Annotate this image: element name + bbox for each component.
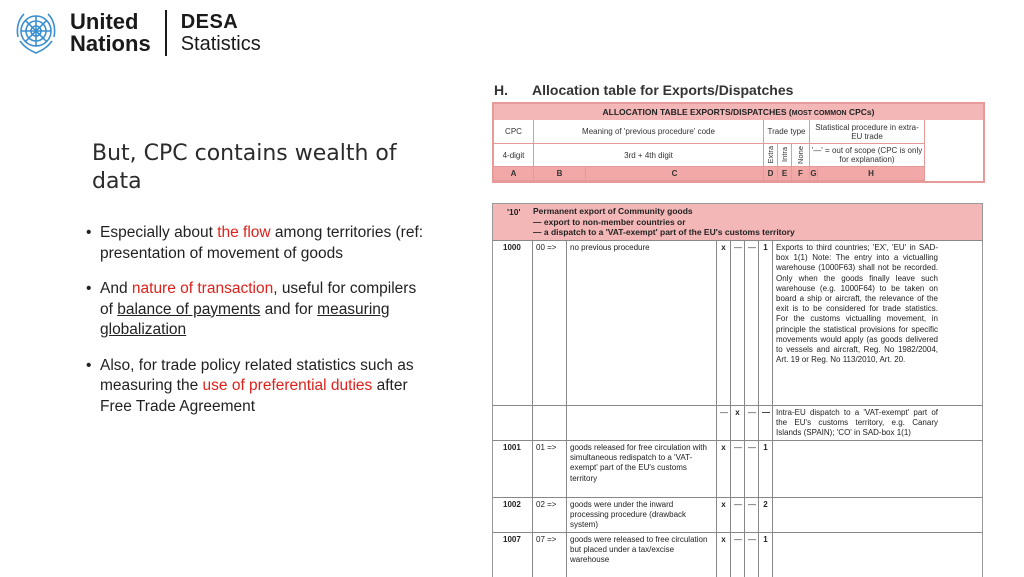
table-row: 1000 00 => no previous procedure x — — 1 Exports to third countries; 'EX', 'EU' in SAD-box 1(1) Note: The entry into a victualling warehouse (1000F63) shall not be recorded. Only when the goods finally leave such warehouse (e.g. 1000F64) to be taken on board a ship or aircraft, the relevance of the exit is to be considered for trade statistics. For the customs victualling movement, in principle the statistical provisions for specific movements would apply (as goods delivered to vessels and aircraft, Reg. No 1982/2004, Art. 19 or Reg. No 113/2010, Art. 20. [493,241,982,406]
column-letter: F [792,167,810,181]
section-desc-line: — a dispatch to a 'VAT-exempt' part of the EU's customs territory [533,227,795,237]
trade-type-header: Trade type [764,120,810,144]
scope-note: '—' = out of scope (CPC is only for explanation) [810,144,925,167]
bullet-item: • And nature of transaction, useful for compilers of balance of payments and for measuring globalization [86,280,417,338]
dept-name-line2: Statistics [180,33,261,55]
org-name-line1: United [70,9,139,34]
column-letter: A [494,167,534,181]
bullet-item: • Especially about the flow among territories (ref: presentation of movement of goods [86,224,424,262]
bullet-item: • Also, for trade policy related statistics such as measuring the use of preferential duties after Free Trade Agreement [86,356,414,415]
allocation-table-title: ALLOCATION TABLE EXPORTS/DISPATCHES (MOST COMMON CPCs) [494,104,983,120]
slide-title: But, CPC contains wealth of data [92,141,397,194]
highlight-text: the flow [217,224,271,241]
column-letter: E [778,167,792,181]
digits-label: 3rd + 4th digit [534,144,764,167]
org-name-line2: Nations [70,31,151,56]
table-row: 1007 07 => goods were released to free circulation but placed under a tax/excise warehouse x — — 1 [493,533,982,577]
column-letter: D [764,167,778,181]
allocation-table-document [490,78,982,576]
highlight-text: use of preferential duties [202,377,373,394]
table-row: 1001 01 => goods released for free circulation with simultaneous redispatch to a 'VAT-exempt' part of the EU's customs territory x — — 1 [493,441,982,498]
section-desc-line: Permanent export of Community goods [533,206,693,216]
un-desa-logo [10,6,261,60]
bullet-list [86,223,431,432]
highlight-text: nature of transaction [131,280,274,297]
table-row: 1002 02 => goods were under the inward processing procedure (drawback system) x — — 2 [493,498,982,533]
underlined-text: measuring globalization [100,300,390,338]
extra-label: Extra [766,146,775,164]
column-letter: G [810,167,818,181]
section-code: '10' [507,207,521,217]
cpc-header: CPC [494,120,534,144]
column-letter: C [586,167,764,181]
underlined-text: balance of payments [117,300,261,318]
column-letter: H [818,167,925,181]
four-digit-label: 4-digit [494,144,534,167]
section-desc-line: — export to non-member countries or [533,216,686,227]
dept-name-line1: DESA [180,11,239,33]
section-header [493,204,982,241]
un-emblem-icon [10,7,62,59]
logo-divider [165,10,167,56]
intra-label: Intra [780,147,789,163]
stat-proc-header: Statistical procedure in extra-EU trade [810,120,925,144]
column-letter: B [534,167,586,181]
meaning-header: Meaning of 'previous procedure' code [534,120,764,144]
allocation-header-table [492,102,985,183]
procedure-code-table [492,203,983,577]
table-row: — x — — Intra-EU dispatch to a 'VAT-exempt' part of the EU's customs territory, e.g. Canary Islands (SPAIN); 'CO' in SAD-box 1(1) [493,406,982,441]
document-heading: H. Allocation table for Exports/Dispatches [494,82,794,98]
none-label: None [796,146,805,164]
